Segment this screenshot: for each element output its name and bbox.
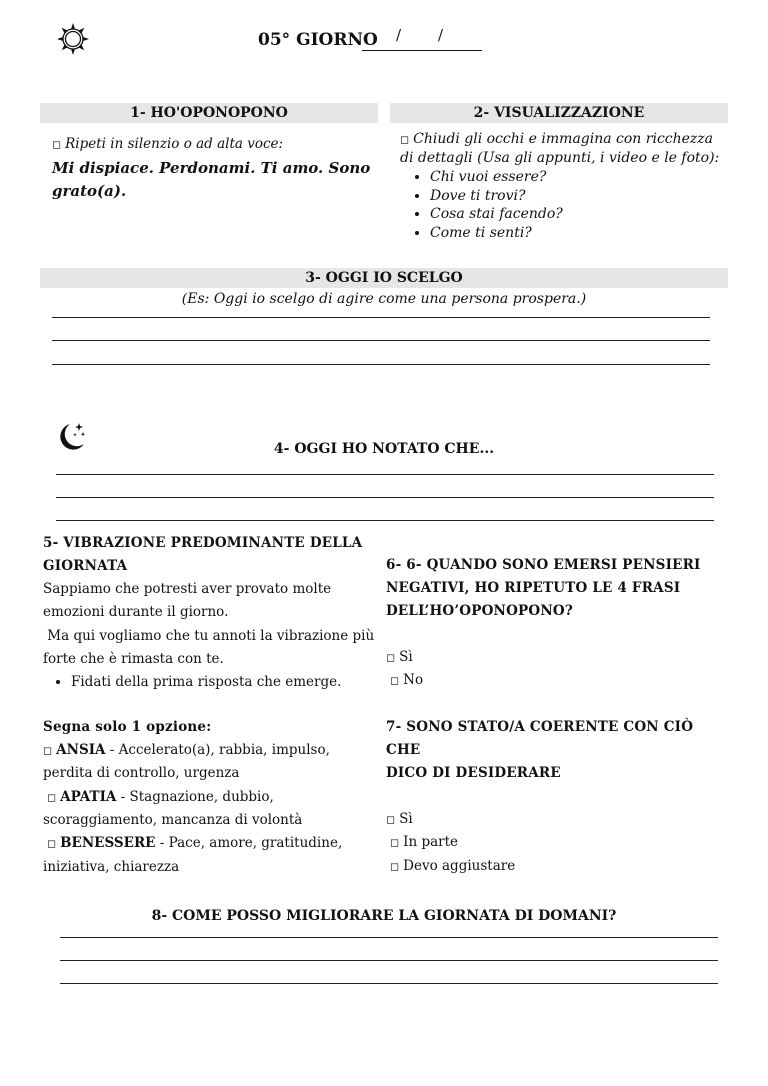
option-label: Devo aggiustare bbox=[403, 857, 516, 874]
checkbox-icon[interactable]: ◻ bbox=[47, 790, 57, 804]
section1-instruction: Ripeti in silenzio o ad alta voce: bbox=[65, 136, 284, 152]
option-label: Sì bbox=[399, 811, 413, 827]
sun-icon bbox=[56, 22, 90, 56]
list-item: • Cosa stai facendo? bbox=[430, 205, 730, 224]
option-si[interactable] bbox=[386, 808, 731, 831]
checkbox-icon[interactable]: ◻ bbox=[47, 837, 57, 851]
section5-title-line: 5- VIBRAZIONE PREDOMINANTE DELLA bbox=[43, 535, 363, 551]
section1-header: 1- HO'OPONOPONO bbox=[40, 103, 378, 123]
section5 bbox=[43, 532, 383, 879]
option-desc: - Stagnazione, dubbio, bbox=[116, 788, 274, 805]
section7 bbox=[386, 716, 731, 878]
writing-line[interactable] bbox=[56, 497, 714, 498]
section6-title-line: NEGATIVI, HO RIPETUTO LE 4 FRASI bbox=[386, 580, 681, 596]
checkbox-icon[interactable]: ◻ bbox=[390, 859, 400, 873]
writing-line[interactable] bbox=[56, 520, 714, 521]
section6 bbox=[386, 554, 731, 693]
option-label: Sì bbox=[399, 649, 413, 665]
section5-description bbox=[43, 578, 383, 671]
checkbox-icon[interactable]: ◻ bbox=[52, 138, 62, 151]
list-item: • Chi vuoi essere? bbox=[430, 168, 730, 187]
section7-title-line: 7- SONO STATO/A COERENTE CON CIÒ CHE bbox=[386, 719, 694, 758]
section7-title bbox=[386, 716, 731, 785]
section2-header: 2- VISUALIZZAZIONE bbox=[390, 103, 728, 123]
option-benessere[interactable] bbox=[43, 832, 383, 855]
option-devo-aggiustare[interactable] bbox=[386, 855, 731, 878]
section8-title: 8- COME POSSO MIGLIORARE LA GIORNATA DI DOMANI? bbox=[151, 908, 617, 924]
option-desc: - Pace, amore, gratitudine, bbox=[155, 835, 343, 852]
section1-phrase: Mi dispiace. Perdonami. Ti amo. Sono grato(a). bbox=[52, 159, 371, 200]
option-name: ANSIA bbox=[56, 742, 106, 759]
writing-line[interactable] bbox=[56, 474, 714, 475]
section2-body bbox=[400, 130, 730, 242]
option-si[interactable] bbox=[386, 646, 731, 669]
section3-example: (Es: Oggi io scelgo di agire come una persona prospera.) bbox=[181, 291, 587, 307]
list-item: • Come ti senti? bbox=[430, 224, 730, 243]
section2-instruction: Chiudi gli occhi e immagina con ricchezza di dettagli (Usa gli appunti, i video e le foto): bbox=[400, 131, 720, 166]
section4-title: 4- OGGI HO NOTATO CHE... bbox=[273, 441, 495, 457]
option-desc: perdita di controllo, urgenza bbox=[43, 765, 240, 782]
option-apatia[interactable] bbox=[43, 786, 383, 809]
vibration-options bbox=[43, 739, 383, 879]
select-label: Segna solo 1 opzione: bbox=[43, 719, 212, 736]
option-label: In parte bbox=[403, 834, 459, 851]
section7-options bbox=[386, 808, 731, 878]
section6-title-line: 6- 6- QUANDO SONO EMERSI PENSIERI bbox=[386, 557, 701, 573]
page-title bbox=[258, 30, 378, 50]
writing-line[interactable] bbox=[52, 364, 710, 365]
writing-line[interactable] bbox=[60, 937, 718, 938]
day-title: 05° GIORNO bbox=[258, 30, 378, 50]
date-slash-2: / bbox=[438, 26, 444, 44]
section6-title-line: DELL’HO’OPONOPONO? bbox=[386, 603, 573, 619]
writing-line[interactable] bbox=[60, 960, 718, 961]
date-slash-1: / bbox=[396, 26, 402, 44]
writing-line[interactable] bbox=[60, 983, 718, 984]
option-in-parte[interactable] bbox=[386, 831, 731, 854]
description-line: emozioni durante il giorno. bbox=[43, 604, 229, 621]
date-field[interactable] bbox=[362, 24, 482, 51]
option-desc: iniziativa, chiarezza bbox=[43, 858, 180, 875]
list-item: • Fidati della prima risposta che emerge. bbox=[71, 671, 383, 694]
checkbox-icon[interactable]: ◻ bbox=[386, 813, 396, 826]
checkbox-icon[interactable]: ◻ bbox=[400, 133, 410, 146]
section1-body bbox=[52, 134, 374, 203]
description-line: forte che è rimasta con te. bbox=[43, 650, 224, 667]
option-desc: - Accelerato(a), rabbia, impulso, bbox=[105, 742, 330, 759]
section6-options bbox=[386, 646, 731, 693]
section3-header: 3- OGGI IO SCELGO bbox=[40, 268, 728, 288]
section7-title-line: DICO DI DESIDERARE bbox=[386, 765, 561, 781]
visualization-questions bbox=[400, 168, 730, 242]
option-no[interactable] bbox=[386, 669, 731, 692]
section5-tip-list bbox=[43, 671, 383, 694]
checkbox-icon[interactable]: ◻ bbox=[386, 651, 396, 664]
option-ansia[interactable] bbox=[43, 739, 383, 762]
description-line: Sappiamo che potresti aver provato molte bbox=[43, 581, 332, 597]
section5-title bbox=[43, 532, 383, 578]
checkbox-icon[interactable]: ◻ bbox=[43, 744, 53, 758]
option-desc: scoraggiamento, mancanza di volontà bbox=[43, 812, 303, 829]
checkbox-icon[interactable]: ◻ bbox=[390, 836, 400, 850]
section5-title-line: GIORNATA bbox=[43, 558, 128, 574]
option-name: APATIA bbox=[60, 788, 117, 805]
description-line: Ma qui vogliamo che tu annoti la vibrazione più bbox=[43, 627, 375, 644]
option-label: No bbox=[403, 672, 424, 689]
writing-line[interactable] bbox=[52, 317, 710, 318]
list-item: • Dove ti trovi? bbox=[430, 187, 730, 206]
option-name: BENESSERE bbox=[60, 835, 156, 852]
checkbox-icon[interactable]: ◻ bbox=[390, 674, 400, 688]
writing-line[interactable] bbox=[52, 340, 710, 341]
section6-title bbox=[386, 554, 731, 623]
